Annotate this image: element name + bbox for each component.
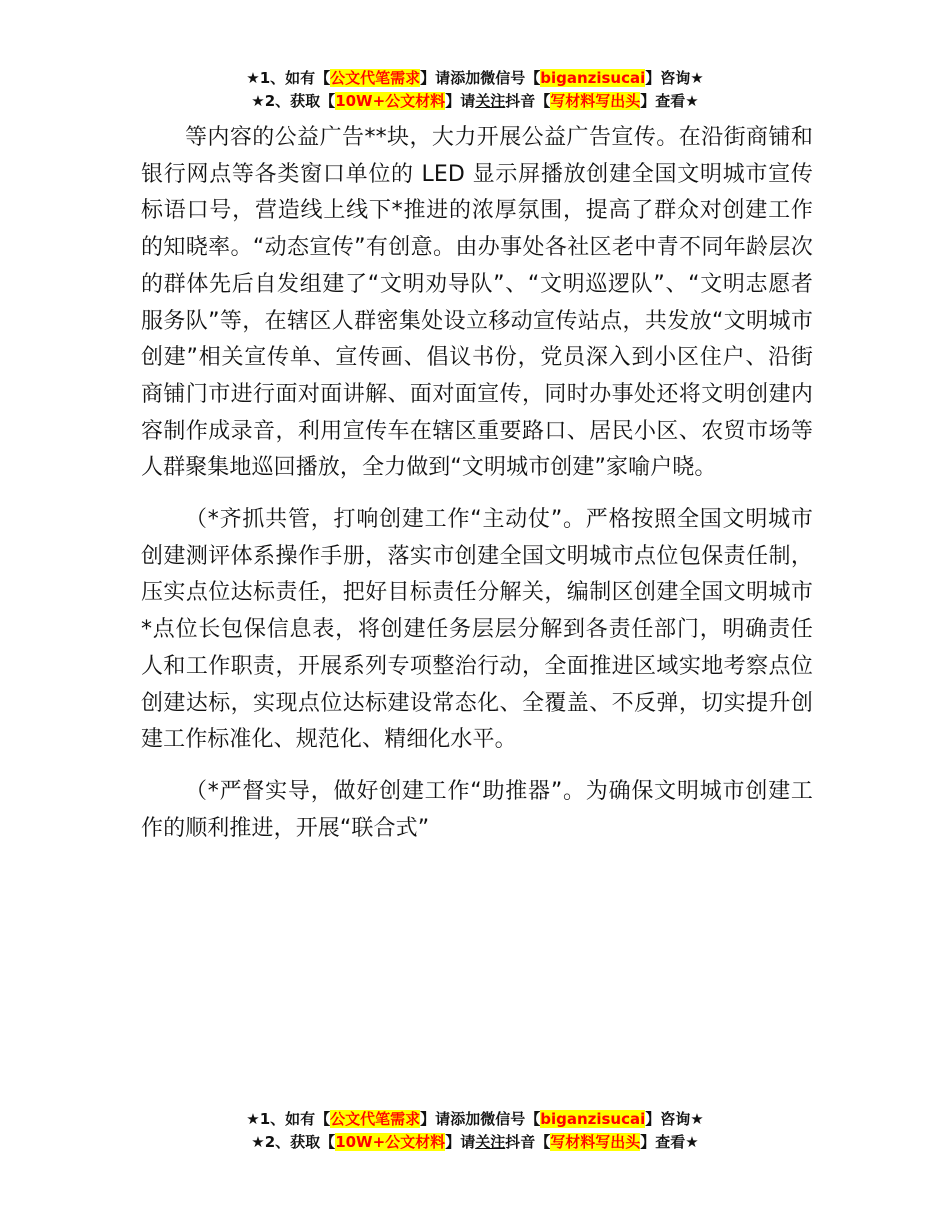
banner-text: 抖音【	[505, 1133, 551, 1151]
banner-emphasis: 关注	[475, 1133, 506, 1151]
banner-text: 微信号【	[480, 1110, 541, 1128]
highlight-materials: 10W+公文材料	[335, 1133, 446, 1151]
star-icon: ★	[251, 1133, 265, 1151]
highlight-wechat-id: biganzisucai	[540, 69, 646, 87]
banner-text: 】请	[420, 69, 451, 87]
paragraph-2: （*齐抓共管，打响创建工作“主动仗”。严格按照全国文明城市创建测评体系操作手册，落实市创建全国文明城市点位包保责任制，压实点位达标责任，把好目标责任分解关，编制区创建全国文明城市*点位长包保信息表，将创建任务层层分解到各责任部门，明确责任人和工作职责，开展系列专项整治行动，全面推进区域实地考察点位创建达标，实现点位达标建设常态化、全覆盖、不反弹，切实提升创建工作标准化、规范化、精细化水平。	[141, 507, 813, 753]
footer-banner	[0, 1108, 950, 1154]
banner-text: 1、如有【	[259, 1110, 331, 1128]
star-icon: ★	[251, 92, 265, 110]
banner-text: 】咨询★	[645, 69, 704, 87]
paragraph-3: （*严督实导，做好创建工作“助推器”。为确保文明城市创建工作的顺利推进，开展“联合式”	[141, 778, 813, 841]
banner-text: 】咨询★	[645, 1110, 704, 1128]
banner-text: 抖音【	[505, 92, 551, 110]
header-banner	[0, 67, 950, 113]
banner-line-1	[0, 1108, 950, 1131]
banner-text: 】请	[420, 1110, 451, 1128]
banner-text: 微信号【	[480, 69, 541, 87]
banner-emphasis: 添加	[450, 1110, 481, 1128]
banner-line-1	[0, 67, 950, 90]
highlight-wechat-id: biganzisucai	[540, 1110, 646, 1128]
banner-line-2	[0, 1131, 950, 1154]
highlight-douyin-id: 写材料写出头	[550, 92, 641, 110]
banner-emphasis: 关注	[475, 92, 506, 110]
star-icon: ★	[246, 69, 260, 87]
banner-line-2	[0, 90, 950, 113]
banner-text: 1、如有【	[259, 69, 331, 87]
highlight-douyin-id: 写材料写出头	[550, 1133, 641, 1151]
document-body	[141, 120, 813, 847]
banner-text: 2、获取【	[264, 1133, 336, 1151]
banner-text: 】查看★	[640, 1133, 699, 1151]
banner-text: 】请	[445, 92, 476, 110]
banner-text: 】请	[445, 1133, 476, 1151]
banner-emphasis: 添加	[450, 69, 481, 87]
paragraph-1: 等内容的公益广告**块，大力开展公益广告宣传。在沿街商铺和银行网点等各类窗口单位的 LED 显示屏播放创建全国文明城市宣传标语口号，营造线上线下*推进的浓厚氛围，提高了群众对创建工作的知晓率。“动态宣传”有创意。由办事处各社区老中青不同年龄层次的群体先后自发组建了“文明劝导队”、“文明巡逻队”、“文明志愿者服务队”等，在辖区人群密集处设立移动宣传站点，共发放“文明城市创建”相关宣传单、宣传画、倡议书份，党员深入到小区住户、沿街商铺门市进行面对面讲解、面对面宣传，同时办事处还将文明创建内容制作成录音，利用宣传车在辖区重要路口、居民小区、农贸市场等人群聚集地巡回播放，全力做到“文明城市创建”家喻户晓。	[141, 125, 813, 481]
highlight-service: 公文代笔需求	[330, 1110, 421, 1128]
star-icon: ★	[246, 1110, 260, 1128]
banner-text: 2、获取【	[264, 92, 336, 110]
highlight-service: 公文代笔需求	[330, 69, 421, 87]
banner-text: 】查看★	[640, 92, 699, 110]
highlight-materials: 10W+公文材料	[335, 92, 446, 110]
